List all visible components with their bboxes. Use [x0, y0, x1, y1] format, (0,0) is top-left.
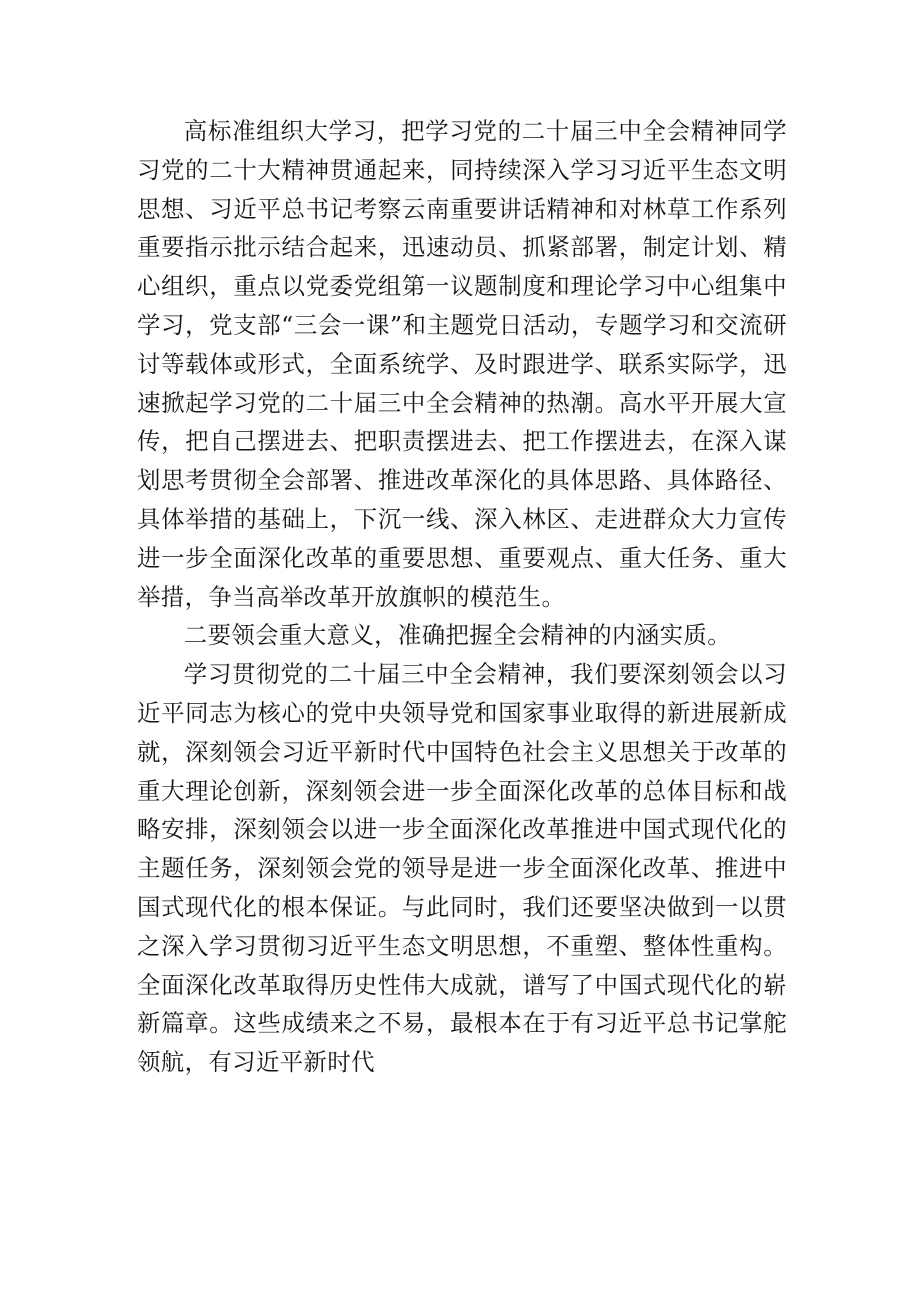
document-body [137, 112, 787, 1082]
paragraph-study-significance: 学习贯彻党的二十届三中全会精神，我们要深刻领会以习近平同志为核心的党中央领导党和国家事业取得的新进展新成就，深刻领会习近平新时代中国特色社会主义思想关于改革的重大理论创新，深刻领会进一步全面深化改革的总体目标和战略安排，深刻领会以进一步全面深化改革推进中国式现代化的主题任务，深刻领会党的领导是进一步全面深化改革、推进中国式现代化的根本保证。与此同时，我们还要坚决做到一以贯之深入学习贯彻习近平生态文明思想，不重塑、整体性重构。全面深化改革取得历史性伟大成就，谱写了中国式现代化的崭新篇章。这些成绩来之不易，最根本在于有习近平总书记掌舵领航，有习近平新时代 [137, 660, 787, 1077]
paragraph-study-organization: 高标准组织大学习，把学习党的二十届三中全会精神同学习党的二十大精神贯通起来，同持续深入学习习近平生态文明思想、习近平总书记考察云南重要讲话精神和对林草工作系列重要指示批示结合起来，迅速动员、抓紧部署，制定计划、精心组织，重点以党委党组第一议题制度和理论学习中心组集中学习，党支部“三会一课”和主题党日活动，专题学习和交流研讨等载体或形式，全面系统学、及时跟进学、联系实际学，迅速掀起学习党的二十届三中全会精神的热潮。高水平开展大宣传，把自己摆进去、把职责摆进去、把工作摆进去，在深入谋划思考贯彻全会部署、推进改革深化的具体思路、具体路径、具体举措的基础上，下沉一线、深入林区、走进群众大力宣传进一步全面深化改革的重要思想、重要观点、重大任务、重大举措，争当高举改革开放旗帜的模范生。 [137, 117, 787, 611]
paragraph-section-heading: 二要领会重大意义，准确把握全会精神的内涵实质。 [183, 621, 731, 650]
